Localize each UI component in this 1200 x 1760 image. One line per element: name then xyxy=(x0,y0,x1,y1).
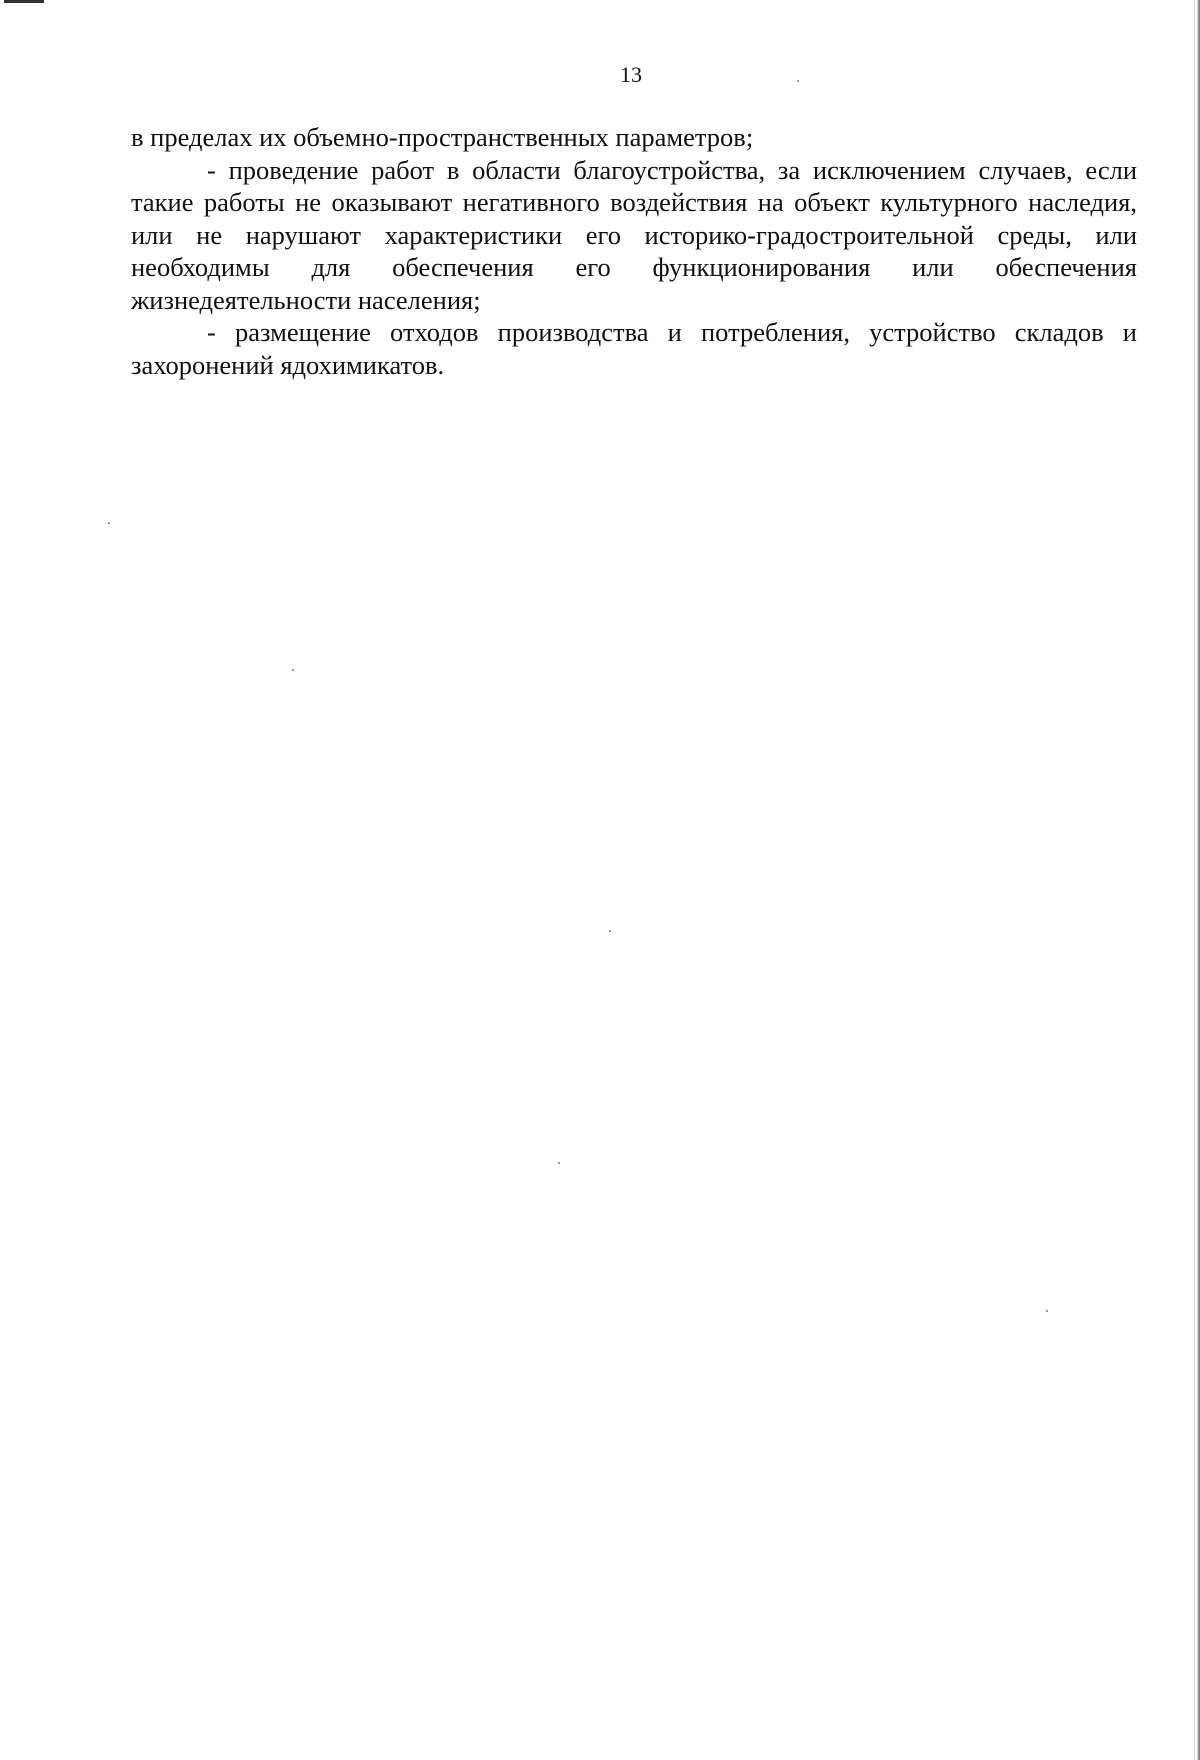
scan-corner-mark xyxy=(4,0,44,3)
page-number: 13 xyxy=(620,62,642,87)
scan-speck xyxy=(108,522,110,524)
paragraph-continuation: в пределах их объемно-пространственных параметров; xyxy=(131,122,754,152)
paragraph-landscaping-works: - проведение работ в области благоустройства, за исключением случаев, если такие работы не оказывают негативного воздействия на объект культурного наследия, или не нарушают характеристики его историко-градостроительной среды, или необходимы для обеспечения его функционирования или обеспечения жизнедеятельности населения; xyxy=(131,154,1137,315)
scan-speck xyxy=(797,80,799,82)
body-text xyxy=(131,121,1137,381)
scan-right-edge-line xyxy=(1194,0,1195,1760)
scan-speck xyxy=(558,1162,560,1164)
scan-speck xyxy=(609,930,611,932)
scan-speck xyxy=(1046,1310,1048,1312)
paragraph-waste-placement: - размещение отходов производства и потребления, устройство складов и захоронений ядохимикатов. xyxy=(131,317,1137,380)
scan-speck xyxy=(292,669,294,671)
